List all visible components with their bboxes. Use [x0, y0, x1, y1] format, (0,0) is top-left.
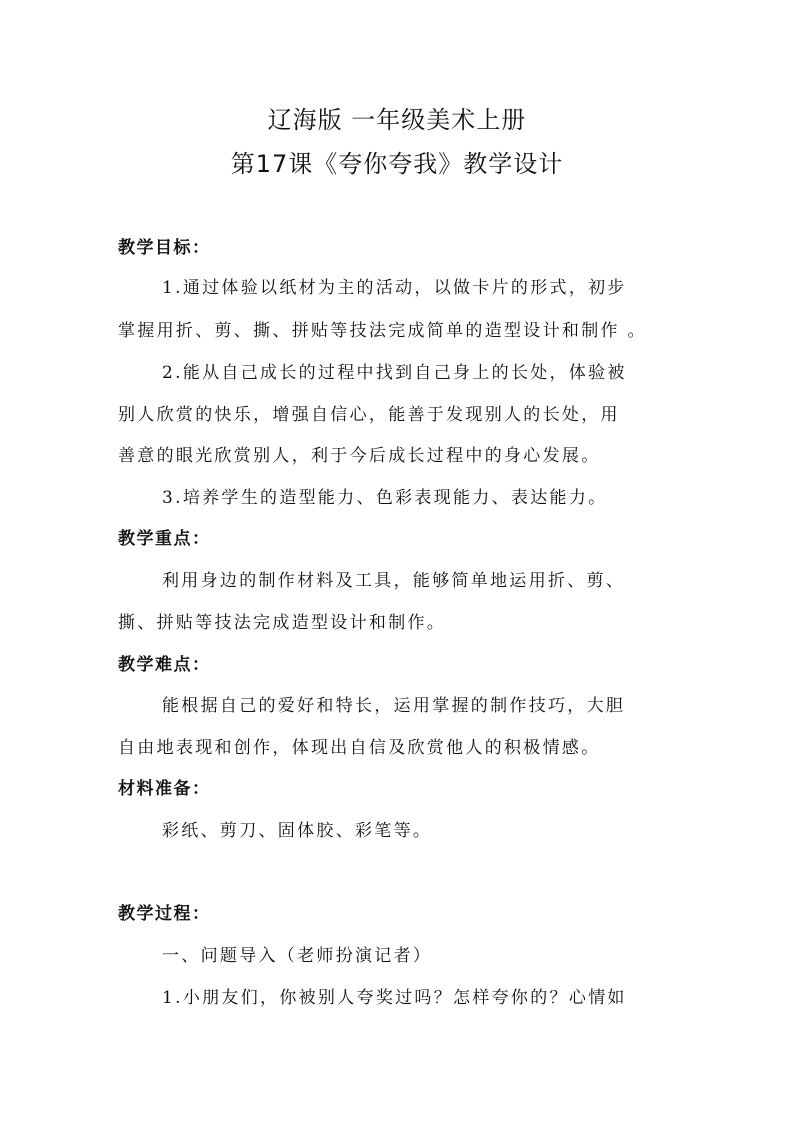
- objectives-line: 别人欣赏的快乐，增强自信心，能善于发现别人的长处，用: [118, 405, 620, 425]
- key-points-heading: 教学重点：: [118, 529, 211, 549]
- materials-line: 彩纸、剪刀、固体胶、彩笔等。: [162, 821, 433, 841]
- difficulties-line: 自由地表现和创作，体现出自信及欣赏他人的积极情感。: [118, 738, 601, 758]
- key-points-line: 撕、拼贴等技法完成造型设计和制作。: [118, 613, 447, 633]
- document-title-line1: 辽海版 一年级美术上册: [267, 106, 527, 134]
- materials-heading: 材料准备：: [118, 779, 211, 799]
- process-line: 1.小朋友们，你被别人夸奖过吗？怎样夸你的？心情如: [162, 988, 627, 1008]
- key-points-line: 利用身边的制作材料及工具，能够简单地运用折、剪、: [162, 571, 626, 591]
- objectives-line: 2.能从自己成长的过程中找到自己身上的长处，体验被: [162, 363, 627, 383]
- objectives-line: 善意的眼光欣赏别人，利于今后成长过程中的身心发展。: [118, 446, 601, 466]
- objectives-line: 3.培养学生的造型能力、色彩表现能力、表达能力。: [162, 488, 608, 508]
- objectives-line: 1.通过体验以纸材为主的活动，以做卡片的形式，初步: [162, 278, 627, 298]
- process-heading: 教学过程：: [118, 904, 211, 924]
- objectives-line: 掌握用折、剪、撕、拼贴等技法完成简单的造型设计和制作 。: [118, 321, 647, 341]
- process-line: 一、问题导入（老师扮演记者）: [162, 946, 433, 966]
- objectives-heading: 教学目标：: [118, 238, 211, 258]
- difficulties-heading: 教学难点：: [118, 655, 211, 675]
- difficulties-line: 能根据自己的爱好和特长，运用掌握的制作技巧，大胆: [162, 696, 626, 716]
- document-title-line2: 第17课《夸你夸我》教学设计: [230, 150, 564, 178]
